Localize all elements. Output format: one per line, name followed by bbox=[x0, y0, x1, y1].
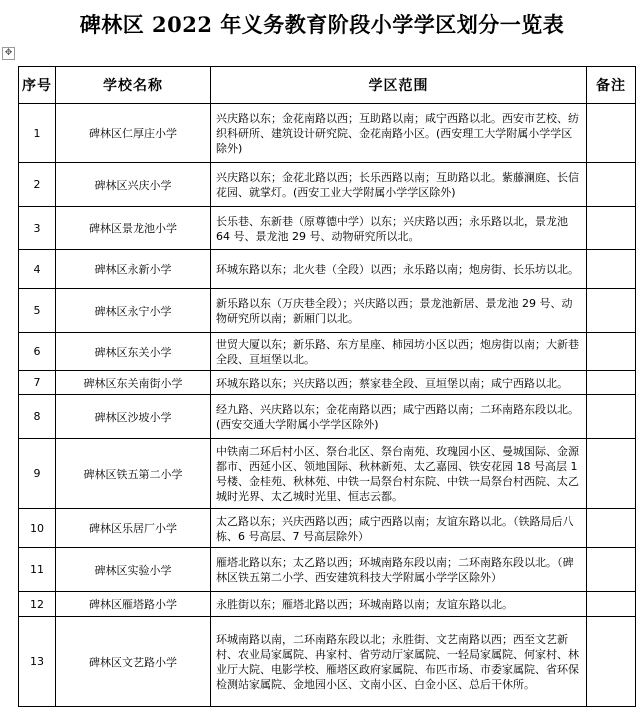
row-notes bbox=[587, 289, 636, 333]
row-area: 环城东路以东；北火巷（全段）以西；永乐路以南；炮房街、长乐坊以北。 bbox=[211, 250, 587, 289]
row-notes bbox=[587, 617, 636, 707]
table-move-handle-icon[interactable]: ✥ bbox=[2, 47, 15, 60]
row-area: 中铁南二环后村小区、祭台北区、祭台南苑、玫瑰园小区、曼城国际、金源都市、西延小区、领地国际、秋林新苑、太乙嘉园、铁安花园 18 号高层 1 号楼、金桂苑、秋林苑、中铁一局祭台村东院、中铁一局祭台村西院、太乙城时光界、太乙城时光里、恒志云都。 bbox=[211, 439, 587, 509]
table-row bbox=[19, 163, 636, 207]
row-index: 1 bbox=[19, 104, 56, 163]
row-school: 碑林区永宁小学 bbox=[56, 289, 211, 333]
row-area: 长乐巷、东新巷（原尊德中学）以东；兴庆路以西；永乐路以北，景龙池 64 号、景龙池 29 号、动物研究所以北。 bbox=[211, 207, 587, 250]
row-area: 环城南路以南，二环南路东段以北；永胜街、文艺南路以西；西至文艺新村、农业局家属院、冉家村、省劳动厅家属院、一轻局家属院、何家村、林业厅大院、电影学校、雁塔区政府家属院、布匹市场、市委家属院、省环保检测站家属院、金地园小区、文南小区、白金小区、总后干休所。 bbox=[211, 617, 587, 707]
row-notes bbox=[587, 548, 636, 592]
row-school: 碑林区实验小学 bbox=[56, 548, 211, 592]
row-notes bbox=[587, 395, 636, 439]
table-row bbox=[19, 439, 636, 509]
table-header-row bbox=[19, 67, 636, 104]
row-area: 兴庆路以东；金花北路以西；长乐西路以南；互助路以北。紫藤澜庭、长信花园、就掌灯。(西安工业大学附属小学学区除外) bbox=[211, 163, 587, 207]
row-index: 9 bbox=[19, 439, 56, 509]
row-notes bbox=[587, 439, 636, 509]
row-index: 8 bbox=[19, 395, 56, 439]
table-row bbox=[19, 617, 636, 707]
table-row bbox=[19, 289, 636, 333]
table-row bbox=[19, 250, 636, 289]
row-school: 碑林区铁五第二小学 bbox=[56, 439, 211, 509]
table-row bbox=[19, 592, 636, 617]
school-district-table bbox=[18, 66, 636, 707]
row-area: 新乐路以东（万庆巷全段）；兴庆路以西；景龙池新居、景龙池 29 号、动物研究所以南；新厢门以北。 bbox=[211, 289, 587, 333]
row-school: 碑林区东关南街小学 bbox=[56, 371, 211, 395]
row-index: 3 bbox=[19, 207, 56, 250]
row-index: 10 bbox=[19, 509, 56, 548]
row-notes bbox=[587, 592, 636, 617]
row-school: 碑林区兴庆小学 bbox=[56, 163, 211, 207]
row-notes bbox=[587, 250, 636, 289]
table-row bbox=[19, 395, 636, 439]
table-row bbox=[19, 104, 636, 163]
row-notes bbox=[587, 333, 636, 371]
row-index: 7 bbox=[19, 371, 56, 395]
row-notes bbox=[587, 163, 636, 207]
row-area: 太乙路以东；兴庆西路以西；咸宁西路以南；友谊东路以北。（铁路局后八栋、6 号高层、7 号高层除外） bbox=[211, 509, 587, 548]
row-index: 12 bbox=[19, 592, 56, 617]
table-row bbox=[19, 333, 636, 371]
row-index: 2 bbox=[19, 163, 56, 207]
row-area: 雁塔北路以东；太乙路以西；环城南路东段以南；二环南路东段以北。（碑林区铁五第二小学、西安建筑科技大学附属小学学区除外） bbox=[211, 548, 587, 592]
row-index: 4 bbox=[19, 250, 56, 289]
row-school: 碑林区景龙池小学 bbox=[56, 207, 211, 250]
row-notes bbox=[587, 104, 636, 163]
row-school: 碑林区乐居厂小学 bbox=[56, 509, 211, 548]
row-notes bbox=[587, 371, 636, 395]
row-index: 5 bbox=[19, 289, 56, 333]
row-area: 兴庆路以东；金花南路以西；互助路以南；咸宁西路以北。西安市艺校、纺织科研所、建筑设计研究院、金花南路小区。(西安理工大学附属小学学区除外) bbox=[211, 104, 587, 163]
header-area: 学区范围 bbox=[211, 67, 587, 104]
header-notes: 备注 bbox=[587, 67, 636, 104]
row-school: 碑林区沙坡小学 bbox=[56, 395, 211, 439]
row-area: 永胜街以东；雁塔北路以西；环城南路以南；友谊东路以北。 bbox=[211, 592, 587, 617]
table-row bbox=[19, 207, 636, 250]
table-row bbox=[19, 371, 636, 395]
row-school: 碑林区东关小学 bbox=[56, 333, 211, 371]
row-school: 碑林区文艺路小学 bbox=[56, 617, 211, 707]
table-row bbox=[19, 548, 636, 592]
header-index: 序号 bbox=[19, 67, 56, 104]
row-notes bbox=[587, 509, 636, 548]
page-title: 碑林区 2022 年义务教育阶段小学学区划分一览表 bbox=[79, 12, 565, 37]
row-area: 经九路、兴庆路以东；金花南路以西；咸宁西路以南；二环南路东段以北。(西安交通大学附属小学学区除外) bbox=[211, 395, 587, 439]
row-index: 11 bbox=[19, 548, 56, 592]
row-notes bbox=[587, 207, 636, 250]
row-index: 13 bbox=[19, 617, 56, 707]
table-row bbox=[19, 509, 636, 548]
row-school: 碑林区永新小学 bbox=[56, 250, 211, 289]
header-school: 学校名称 bbox=[56, 67, 211, 104]
row-school: 碑林区雁塔路小学 bbox=[56, 592, 211, 617]
row-area: 世贸大厦以东；新乐路、东方星座、柿园坊小区以西；炮房街以南；大新巷全段、亘垣堡以北。 bbox=[211, 333, 587, 371]
row-index: 6 bbox=[19, 333, 56, 371]
row-school: 碑林区仁厚庄小学 bbox=[56, 104, 211, 163]
row-area: 环城东路以东；兴庆路以西；蔡家巷全段、亘垣堡以南；咸宁西路以北。 bbox=[211, 371, 587, 395]
